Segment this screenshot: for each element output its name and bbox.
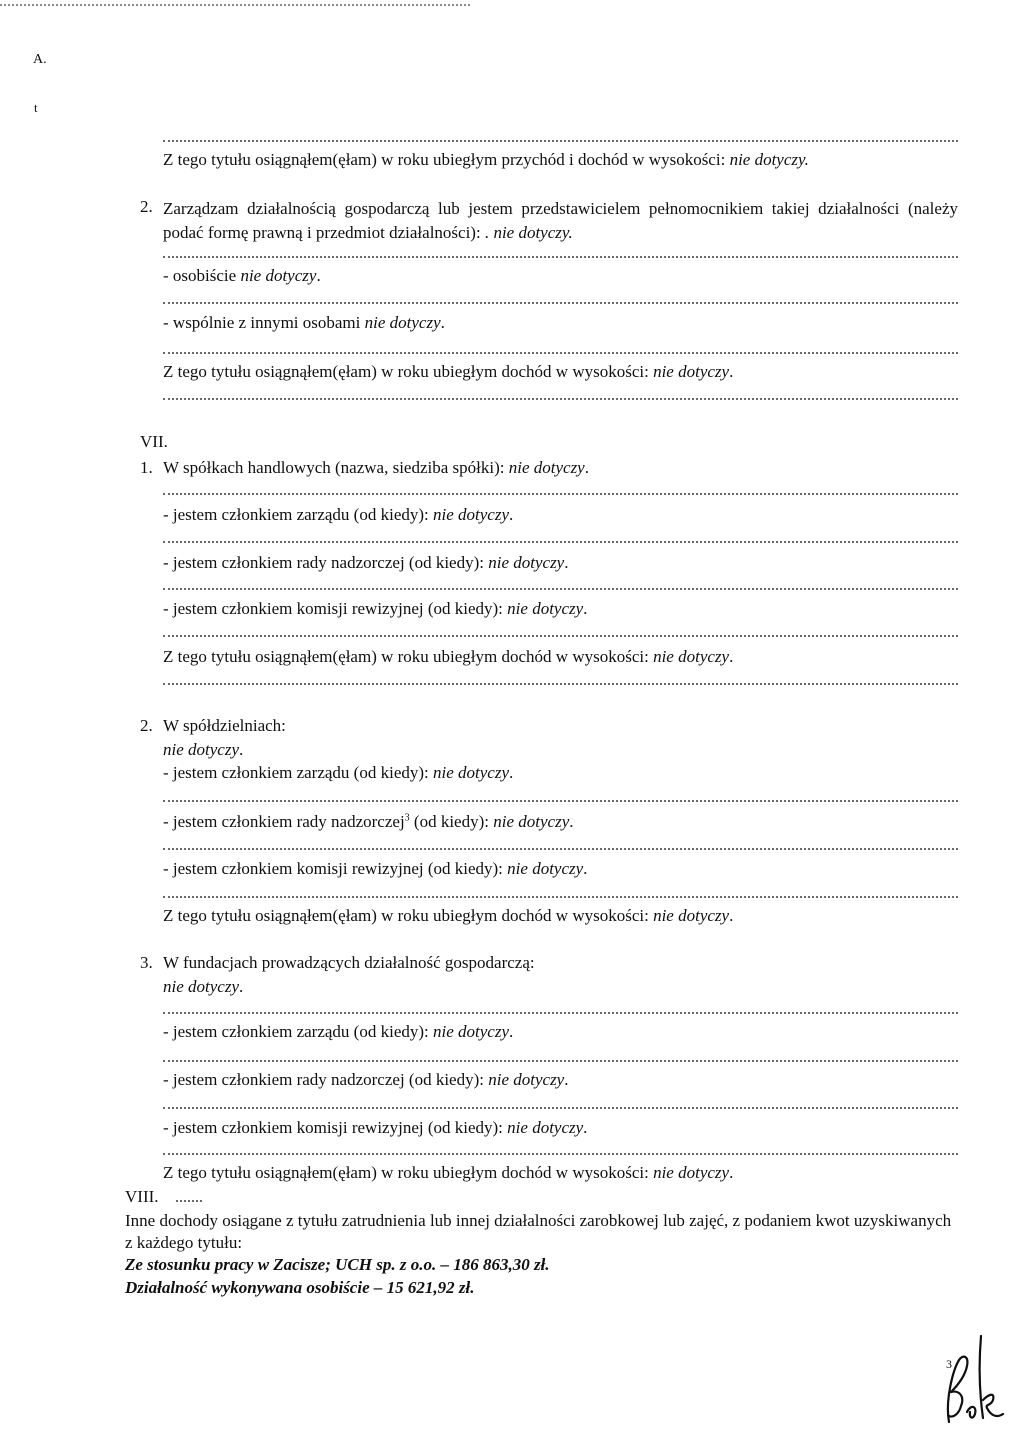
dotted-line [163,635,958,637]
dotted-line [163,302,958,304]
sec8-text: Inne dochody osiągane z tytułu zatrudnienia lub innej działalności zarobkowej lub zajęć, z podaniem kwot uzyskiwanych z każdego tytułu: [125,1211,952,1252]
sec7-item3-text: W fundacjach prowadzących działalność gospodarczą: [163,953,535,972]
dotted-line [163,1060,958,1062]
dotted-line [163,588,958,590]
sec6-income2-line: Z tego tytułu osiągnąłem(ęłam) w roku ubiegłym dochód w wysokości: nie dotyczy. [163,362,734,381]
dotted-line [163,256,958,258]
sec7-coop-audit: - jestem członkiem komisji rewizyjnej (od kiedy): nie dotyczy. [163,859,588,878]
sec7-item2-number: 2. [140,716,153,735]
sec7-found-income-line: Z tego tytułu osiągnąłem(ęłam) w roku ubiegłym dochód w wysokości: nie dotyczy. [163,1163,734,1182]
dotted-line [163,541,958,543]
sec6-income-value: nie dotyczy. [729,150,809,169]
sec7-found-board: - jestem członkiem zarządu (od kiedy): nie dotyczy. [163,1022,514,1041]
dotted-line [163,848,958,850]
dotted-line [163,493,958,495]
dotted-line [163,1153,958,1155]
dotted-line [163,352,958,354]
sec8-heading: VIII. [125,1187,159,1206]
page-mark-a: A. [33,52,47,67]
sec8-line2: Działalność wykonywana osobiście – 15 621,92 zł. [125,1278,475,1297]
sec6-item2-value: . nie dotyczy. [484,223,573,242]
sec7-coop-income-line: Z tego tytułu osiągnąłem(ęłam) w roku ubiegłym dochód w wysokości: nie dotyczy. [163,906,734,925]
sec7-item1-number: 1. [140,458,153,477]
sec7-supervisory: - jestem członkiem rady nadzorczej (od kiedy): nie dotyczy. [163,553,569,572]
dotted-line [163,683,958,685]
sec7-board: - jestem członkiem zarządu (od kiedy): nie dotyczy. [163,505,514,524]
sec6-item2-text: Zarządzam działalnością gospodarczą lub jestem przedstawicielem pełnomocnikiem takiej działalności (należy podać formę prawną i przedmiot działalności): . nie dotyczy. [163,199,958,242]
sec6-jointly: - wspólnie z innymi osobami nie dotyczy. [163,313,445,332]
sec7-item2-text: W spółdzielniach: [163,716,286,735]
dotted-line [163,398,958,400]
sec8-line1: Ze stosunku pracy w Zacisze; UCH sp. z o.o. – 186 863,30 zł. [125,1255,550,1274]
signature-initials-icon [935,1330,1007,1428]
sec7-found-audit: - jestem członkiem komisji rewizyjnej (od kiedy): nie dotyczy. [163,1118,588,1137]
top-edge-dotted-line [0,4,470,6]
dotted-line [176,1200,202,1202]
sec7-item3-value: nie dotyczy. [163,977,244,996]
dotted-line [163,1107,958,1109]
sec7-income-line: Z tego tytułu osiągnąłem(ęłam) w roku ubiegłym dochód w wysokości: nie dotyczy. [163,647,734,666]
dotted-line [163,140,958,142]
sec7-coop-board: - jestem członkiem zarządu (od kiedy): nie dotyczy. [163,763,514,782]
sec6-personally: - osobiście nie dotyczy. [163,266,321,285]
dotted-line [163,1012,958,1014]
page-mark-t: t [34,100,38,115]
sec6-income-line: Z tego tytułu osiągnąłem(ęłam) w roku ubiegłym przychód i dochód w wysokości: nie dotyczy. [163,150,809,169]
dotted-line [163,896,958,898]
sec7-item1-text: W spółkach handlowych (nazwa, siedziba spółki): nie dotyczy. [163,458,589,477]
sec7-audit: - jestem członkiem komisji rewizyjnej (od kiedy): nie dotyczy. [163,599,588,618]
sec7-heading: VII. [140,432,168,451]
dotted-line [163,800,958,802]
sec7-item2-value: nie dotyczy. [163,740,244,759]
sec7-coop-supervisory: - jestem członkiem rady nadzorczej$^3$ (od kiedy): nie dotyczy. [163,812,574,831]
sec7-item3-number: 3. [140,953,153,972]
sec7-found-supervisory: - jestem członkiem rady nadzorczej (od kiedy): nie dotyczy. [163,1070,569,1089]
page-number: 3 [946,1357,952,1371]
sec6-item2-number: 2. [140,197,153,216]
